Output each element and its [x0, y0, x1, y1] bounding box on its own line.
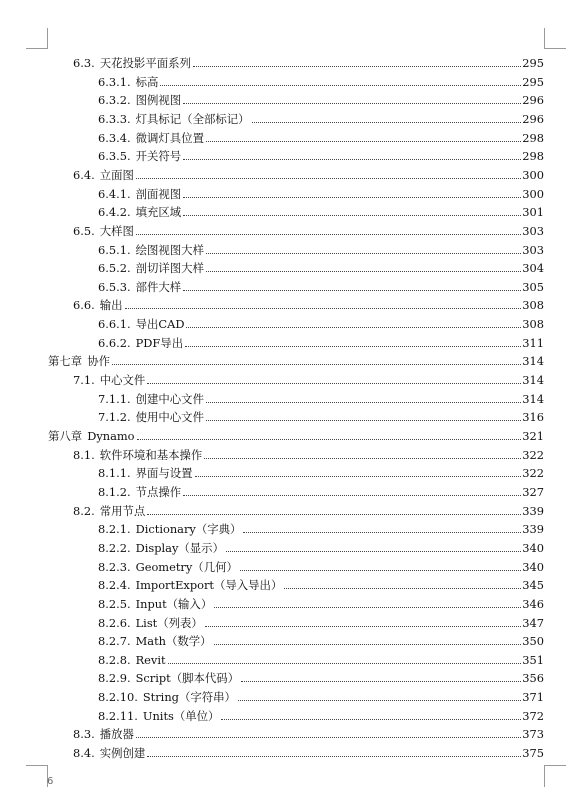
crop-mark-bottom-left-h	[26, 765, 48, 766]
toc-entry-page: 314	[522, 373, 544, 388]
toc-entry-number: 8.4.	[73, 746, 95, 761]
toc-entry-number: 8.2.	[73, 503, 95, 518]
toc-entry-title: Script（脚本代码）	[135, 671, 240, 686]
toc-dot-leader	[241, 680, 521, 682]
toc-dot-leader	[125, 307, 522, 309]
toc-entry-page: 339	[522, 503, 544, 518]
toc-entry-number: 7.1.	[73, 373, 95, 388]
toc-entry[interactable]	[98, 406, 544, 424]
toc-dot-leader	[183, 158, 521, 160]
toc-dot-leader	[214, 606, 521, 608]
toc-entry-page: 298	[522, 130, 544, 145]
toc-dot-leader	[186, 326, 521, 328]
toc-dot-leader	[183, 102, 521, 104]
toc-entry-page: 295	[522, 74, 544, 89]
toc-entry-page: 303	[522, 242, 544, 257]
toc-entry-number: 8.1.	[73, 447, 95, 462]
toc-entry-page: 300	[522, 167, 544, 182]
toc-dot-leader	[240, 569, 521, 571]
toc-entry-title: 剖切详图大样	[135, 261, 204, 276]
toc-entry[interactable]	[98, 201, 544, 219]
toc-entry[interactable]	[98, 649, 544, 667]
toc-entry-page: 308	[522, 317, 544, 332]
toc-entry-page: 339	[522, 522, 544, 537]
toc-dot-leader	[183, 289, 521, 291]
toc-entry-page: 308	[522, 298, 544, 313]
toc-entry[interactable]	[98, 276, 544, 294]
toc-dot-leader	[206, 140, 521, 142]
toc-entry[interactable]	[98, 686, 544, 704]
toc-entry[interactable]	[98, 630, 544, 648]
toc-entry[interactable]	[98, 108, 544, 126]
toc-entry-page: 296	[522, 93, 544, 108]
crop-mark-top-left-h	[26, 48, 48, 49]
toc-entry-number: 6.3.	[73, 56, 95, 70]
toc-entry-page: 347	[522, 615, 544, 630]
toc-dot-leader	[136, 177, 521, 179]
toc-entry-number: 8.2.2.	[98, 540, 131, 555]
toc-entry-page: 300	[522, 186, 544, 201]
toc-entry-number: 8.2.8.	[98, 652, 131, 667]
crop-mark-top-left-v	[47, 28, 48, 49]
toc-dot-leader	[137, 438, 522, 440]
toc-entry-number: 6.6.2.	[98, 335, 131, 350]
toc-entry-page: 311	[522, 335, 544, 350]
toc-entry[interactable]	[98, 257, 544, 275]
toc-entry-title: Display（显示）	[135, 540, 224, 555]
toc-entry-page: 296	[522, 111, 544, 126]
toc-entry[interactable]	[98, 127, 544, 145]
toc-entry-title: Dictionary（字典）	[135, 522, 242, 537]
toc-entry[interactable]	[98, 388, 544, 406]
toc-entry-number: 6.5.3.	[98, 279, 131, 294]
toc-entry[interactable]	[73, 444, 544, 462]
toc-entry-page: 322	[522, 447, 544, 462]
toc-entry[interactable]	[73, 723, 544, 741]
toc-entry-number: 6.3.4.	[98, 130, 131, 145]
toc-entry[interactable]	[73, 52, 544, 70]
toc-entry-number: 8.2.5.	[98, 596, 131, 611]
toc-dot-leader	[206, 419, 521, 421]
toc-entry-page: 303	[522, 223, 544, 238]
toc-entry[interactable]	[98, 145, 544, 163]
toc-entry-title: 实例创建	[99, 746, 146, 761]
toc-dot-leader	[112, 363, 521, 365]
toc-dot-leader	[221, 718, 521, 720]
toc-entry-page: 372	[522, 708, 544, 723]
toc-entry-page: 322	[522, 466, 544, 481]
toc-entry-title: 标高	[135, 74, 159, 89]
toc-entry-number: 6.3.5.	[98, 149, 131, 164]
toc-entry[interactable]	[98, 313, 544, 331]
toc-entry-page: 351	[522, 652, 544, 667]
toc-entry-page: 314	[522, 354, 544, 369]
toc-entry-number: 7.1.1.	[98, 391, 131, 406]
toc-dot-leader	[206, 252, 521, 254]
toc-entry[interactable]	[98, 612, 544, 630]
toc-entry[interactable]	[98, 518, 544, 536]
toc-dot-leader	[243, 531, 521, 533]
toc-entry-number: 6.5.2.	[98, 261, 131, 276]
toc-dot-leader	[205, 625, 521, 627]
toc-dot-leader	[160, 84, 521, 86]
toc-entry-number: 第八章	[48, 429, 83, 443]
toc-entry-title: 开关符号	[135, 149, 182, 164]
toc-dot-leader	[226, 550, 521, 552]
toc-entry-title: Input（输入）	[135, 596, 213, 611]
toc-entry-title: ImportExport（导入导出）	[135, 578, 283, 593]
toc-entry[interactable]	[73, 294, 544, 312]
toc-dot-leader	[168, 662, 522, 664]
toc-entry-number: 6.3.2.	[98, 93, 131, 108]
toc-dot-leader	[193, 65, 521, 67]
toc-entry[interactable]	[98, 89, 544, 107]
toc-entry-title: 使用中心文件	[135, 410, 204, 425]
toc-entry[interactable]	[98, 481, 544, 499]
toc-entry-title: 图例视图	[135, 93, 182, 108]
toc-entry-page: 373	[522, 727, 544, 742]
toc-entry-page: 345	[522, 578, 544, 593]
toc-entry-title: 创建中心文件	[135, 391, 204, 406]
toc-dot-leader	[183, 214, 521, 216]
footer-page-number: 6	[47, 776, 54, 787]
toc-entry-number: 第七章	[48, 354, 83, 369]
toc-dot-leader	[206, 270, 521, 272]
toc-entry[interactable]	[73, 742, 544, 760]
toc-dot-leader	[147, 382, 521, 384]
toc-dot-leader	[204, 457, 521, 459]
toc-entry-number: 8.3.	[73, 727, 95, 742]
toc-entry[interactable]	[48, 425, 544, 443]
toc-entry[interactable]	[73, 500, 544, 518]
toc-entry[interactable]	[98, 574, 544, 592]
toc-entry-number: 8.2.6.	[98, 615, 131, 630]
toc-entry-title: 中心文件	[99, 373, 146, 388]
toc-entry-number: 6.5.1.	[98, 242, 131, 257]
toc-entry-number: 7.1.2.	[98, 410, 131, 425]
toc-entry-number: 8.2.3.	[98, 559, 131, 574]
toc-entry-number: 6.6.1.	[98, 317, 131, 332]
toc-entry-title: Geometry（几何）	[135, 559, 238, 574]
toc-entry[interactable]	[98, 537, 544, 555]
toc-dot-leader	[183, 196, 521, 198]
toc-dot-leader	[136, 736, 521, 738]
toc-dot-leader	[147, 513, 521, 515]
toc-entry-title: 协作	[87, 354, 110, 369]
crop-mark-top-right-h	[544, 48, 566, 49]
toc-entry-title: 微调灯具位置	[135, 130, 204, 145]
toc-entry[interactable]	[98, 332, 544, 350]
toc-entry-title: 导出CAD	[135, 317, 185, 332]
toc-entry-number: 8.1.2.	[98, 484, 131, 499]
toc-dot-leader	[206, 401, 521, 403]
toc-entry[interactable]	[48, 350, 544, 368]
toc-entry-title: Units（单位）	[142, 708, 220, 723]
toc-entry-number: 8.2.11.	[98, 708, 138, 723]
toc-entry[interactable]	[98, 462, 544, 480]
toc-entry-page: 298	[522, 149, 544, 164]
toc-entry[interactable]	[98, 556, 544, 574]
toc-entry-page: 304	[522, 261, 544, 276]
toc-entry[interactable]	[98, 593, 544, 611]
toc-entry-number: 6.5.	[73, 223, 95, 238]
toc-entry-title: 输出	[99, 298, 123, 313]
toc-entry-number: 8.2.4.	[98, 578, 131, 593]
toc-entry-title: 节点操作	[135, 484, 182, 499]
toc-dot-leader	[238, 699, 521, 701]
toc-dot-leader	[185, 345, 521, 347]
toc-entry-number: 6.3.1.	[98, 74, 131, 89]
toc-dot-leader	[136, 233, 521, 235]
toc-entry[interactable]	[73, 164, 544, 182]
toc-entry-title: Revit	[135, 652, 166, 667]
toc-entry-number: 8.1.1.	[98, 466, 131, 481]
toc-entry-title: 剖面视图	[135, 186, 182, 201]
toc-entry-page: 350	[522, 634, 544, 649]
toc-entry-page: 314	[522, 391, 544, 406]
toc-dot-leader	[214, 643, 522, 645]
toc-entry[interactable]	[98, 667, 544, 685]
toc-entry-number: 6.4.1.	[98, 186, 131, 201]
toc-dot-leader	[147, 755, 521, 757]
toc-entry-page: 327	[522, 484, 544, 499]
toc-entry-page: 356	[522, 671, 544, 686]
toc-entry-title: Math（数学）	[135, 634, 212, 649]
toc-dot-leader	[183, 494, 521, 496]
toc-dot-leader	[252, 121, 522, 123]
crop-mark-bottom-right-v	[544, 765, 545, 787]
toc-entry-title: 软件环境和基本操作	[99, 447, 203, 462]
toc-entry[interactable]	[73, 220, 544, 238]
toc-entry-page: 340	[522, 540, 544, 555]
toc-entry-title: String（字符串）	[142, 690, 236, 705]
toc-entry-number: 8.2.9.	[98, 671, 131, 686]
toc-entry-title: Dynamo	[87, 429, 135, 443]
toc-entry-title: 灯具标记（全部标记）	[135, 111, 250, 126]
toc-entry[interactable]	[98, 71, 544, 89]
toc-entry-number: 6.4.2.	[98, 205, 131, 220]
toc-entry-number: 8.2.1.	[98, 522, 131, 537]
toc-entry-title: 天花投影平面系列	[99, 56, 191, 70]
toc-dot-leader	[195, 475, 522, 477]
crop-mark-bottom-right-h	[544, 765, 566, 766]
toc-entry[interactable]	[73, 369, 544, 387]
toc-entry-title: 播放器	[99, 727, 134, 742]
toc-entry-title: 立面图	[99, 167, 134, 182]
toc-entry-page: 295	[522, 56, 544, 70]
toc-entry-number: 8.2.10.	[98, 690, 138, 705]
toc-entry-page: 371	[522, 690, 544, 705]
toc-entry-title: 绘图视图大样	[135, 242, 204, 257]
toc-entry-page: 346	[522, 596, 544, 611]
toc-entry-number: 6.3.3.	[98, 111, 131, 126]
toc-entry-page: 316	[522, 410, 544, 425]
toc-entry-page: 305	[522, 279, 544, 294]
toc-entry-page: 340	[522, 559, 544, 574]
toc-entry-page: 375	[522, 746, 544, 761]
toc-entry-title: 大样图	[99, 223, 134, 238]
toc-entry-title: 填充区域	[135, 205, 182, 220]
toc-dot-leader	[284, 587, 521, 589]
toc-entry-number: 6.6.	[73, 298, 95, 313]
toc-entry-page: 301	[522, 205, 544, 220]
toc-entry-title: 常用节点	[99, 503, 146, 518]
toc-entry[interactable]	[98, 705, 544, 723]
toc-entry-title: 界面与设置	[135, 466, 193, 481]
toc-entry-page: 321	[522, 429, 544, 443]
toc-entry[interactable]	[98, 183, 544, 201]
toc-entry-number: 6.4.	[73, 167, 95, 182]
toc-entry-title: PDF导出	[135, 335, 184, 350]
toc-entry-title: List（列表）	[135, 615, 203, 630]
toc-entry-title: 部件大样	[135, 279, 182, 294]
toc-entry[interactable]	[98, 239, 544, 257]
crop-mark-top-right-v	[544, 28, 545, 49]
toc-entry-number: 8.2.7.	[98, 634, 131, 649]
